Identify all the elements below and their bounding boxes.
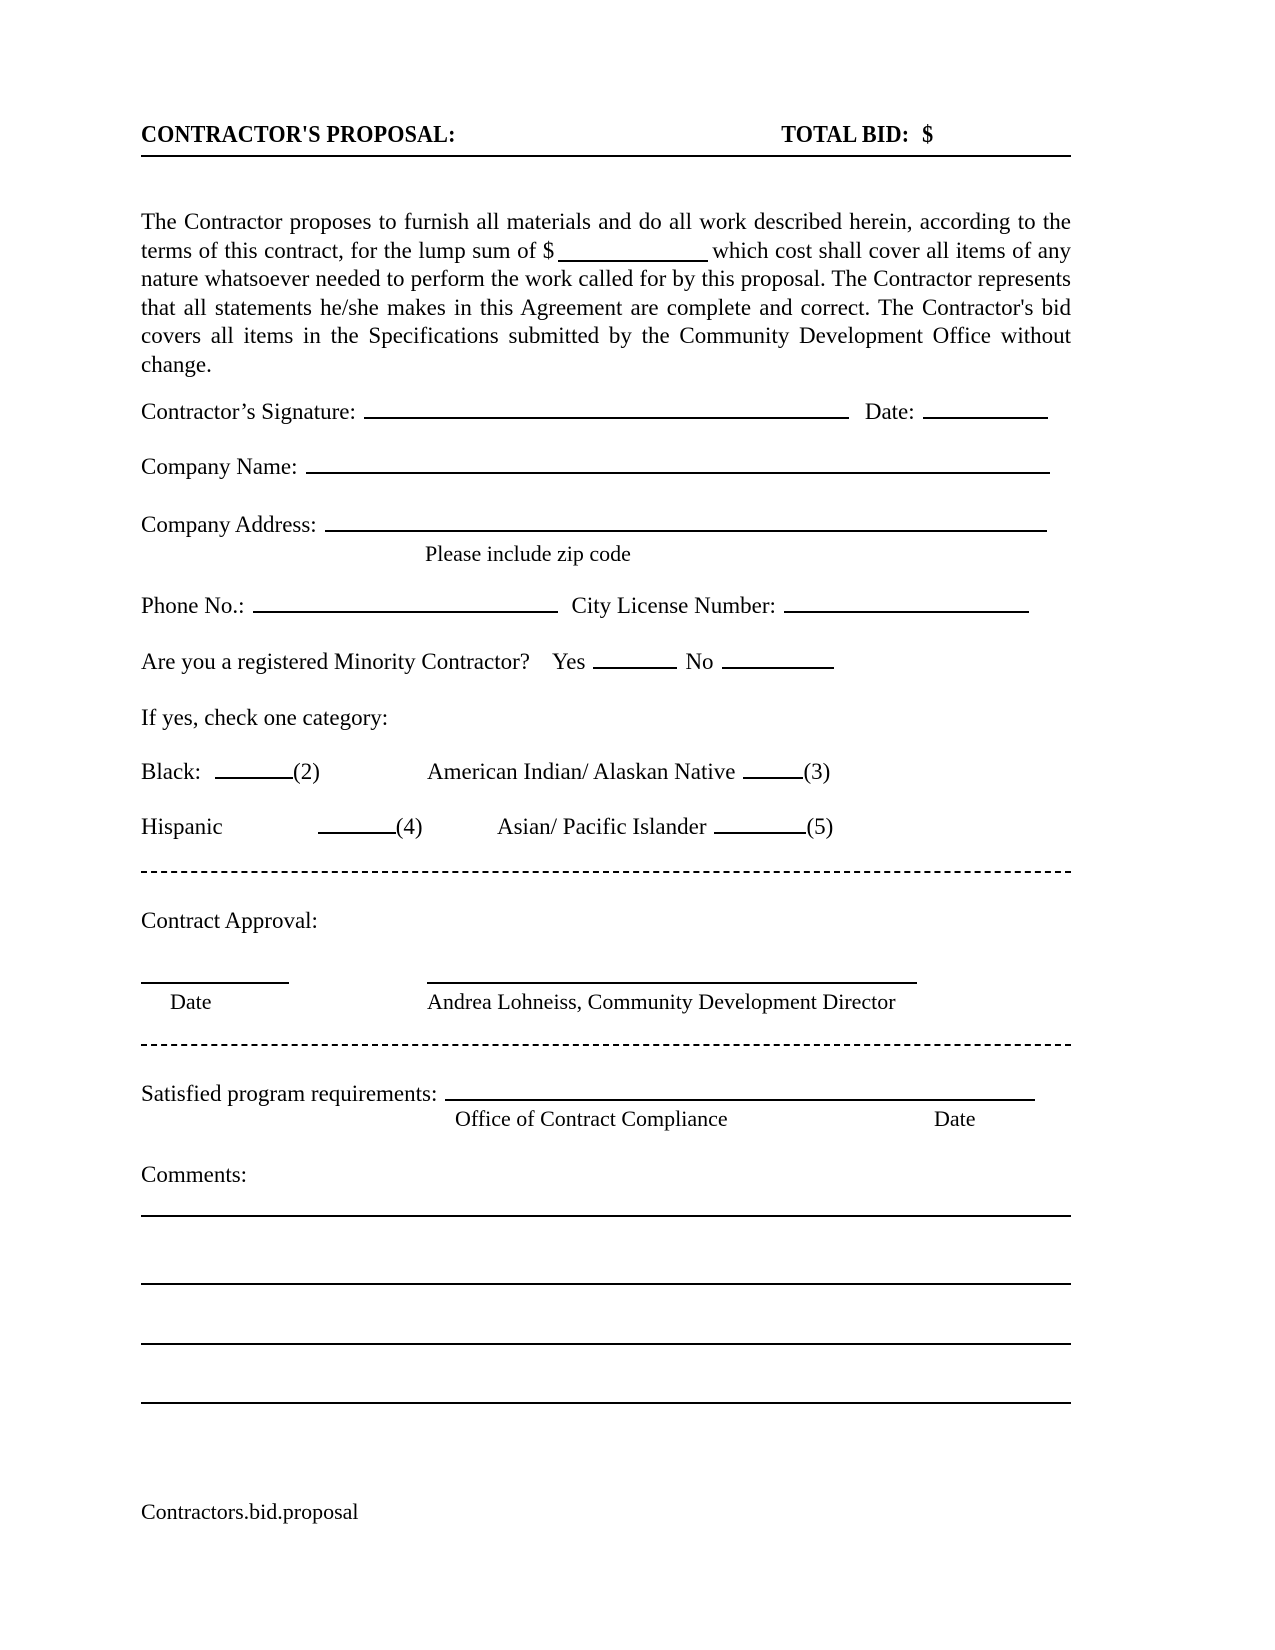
category-code-hispanic: (4) — [395, 814, 423, 839]
category-label-hispanic: Hispanic — [141, 814, 223, 839]
contractor-signature-label: Contractor’s Signature: — [141, 399, 356, 424]
company-address-label: Company Address: — [141, 512, 317, 537]
category-code-asian: (5) — [806, 814, 834, 839]
category-label-asian: Asian/ Pacific Islander — [497, 814, 707, 839]
minority-yes-input[interactable] — [593, 667, 677, 669]
zip-code-hint: Please include zip code — [425, 541, 631, 566]
category-input-hispanic[interactable] — [318, 832, 396, 834]
approval-date-caption: Date — [170, 989, 212, 1014]
intro-text-part2: which cost shall cover all items of any nature whatsoever needed to perform the work called for by this proposal. The Contractor represents that all statements he/she makes in this Agreement are complete and correct. The Contractor's bid covers all items in the Specifications submitted by the Community Development Office without change. — [141, 237, 1071, 377]
compliance-date-caption: Date — [934, 1106, 976, 1131]
category-input-american-indian[interactable] — [743, 777, 803, 779]
category-input-black[interactable] — [215, 777, 293, 779]
satisfied-requirements-label: Satisfied program requirements: — [141, 1081, 438, 1106]
minority-contractor-row — [141, 648, 834, 676]
satisfied-requirements-row — [141, 1080, 1035, 1108]
category-row-asian — [497, 813, 833, 841]
company-name-row — [141, 453, 1050, 481]
minority-no-label: No — [685, 649, 714, 674]
director-signature-input[interactable] — [427, 982, 917, 984]
section-divider-top — [141, 871, 1071, 873]
director-caption: Andrea Lohneiss, Community Development Director — [427, 989, 896, 1014]
category-row-black — [141, 758, 320, 786]
document-header — [141, 122, 1071, 157]
category-row-american-indian — [427, 758, 830, 786]
city-license-input[interactable] — [784, 611, 1029, 613]
phone-label: Phone No.: — [141, 593, 245, 618]
comments-heading-row — [141, 1161, 247, 1189]
company-name-label: Company Name: — [141, 454, 298, 479]
intro-text-part1: The Contractor proposes to furnish all materials and do all work described herein, according to the terms of this contract, for the lump sum of $ — [141, 209, 1071, 263]
category-input-asian[interactable] — [714, 832, 806, 834]
minority-yes-label: Yes — [551, 649, 586, 674]
category-instruction — [141, 704, 388, 732]
total-bid-currency: $ — [921, 122, 933, 148]
category-row-hispanic — [141, 813, 423, 841]
contract-approval-heading-row — [141, 907, 318, 935]
footer-file-reference: Contractors.bid.proposal — [141, 1499, 359, 1524]
contract-approval-heading: Contract Approval: — [141, 908, 318, 933]
satisfied-requirements-input[interactable] — [445, 1099, 1035, 1101]
company-name-input[interactable] — [306, 472, 1050, 474]
office-compliance-caption: Office of Contract Compliance — [455, 1106, 728, 1131]
company-address-row — [141, 511, 1047, 539]
total-bid-field — [781, 122, 1071, 149]
signature-date-label: Date: — [864, 399, 915, 424]
comment-line[interactable] — [141, 1402, 1071, 1404]
category-label-black: Black: — [141, 759, 202, 784]
minority-no-input[interactable] — [722, 667, 834, 669]
proposal-intro-paragraph — [141, 208, 1071, 379]
comments-label: Comments: — [141, 1162, 248, 1187]
contractor-signature-row — [141, 398, 1048, 426]
category-label-american-indian: American Indian/ Alaskan Native — [427, 759, 736, 784]
comment-line[interactable] — [141, 1283, 1071, 1285]
company-address-input[interactable] — [325, 530, 1047, 532]
phone-license-row — [141, 592, 1029, 620]
phone-input[interactable] — [253, 611, 558, 613]
section-divider-bottom — [141, 1044, 1071, 1046]
city-license-label: City License Number: — [571, 593, 776, 618]
category-code-american-indian: (3) — [803, 759, 831, 784]
comment-line[interactable] — [141, 1343, 1071, 1345]
signature-date-input[interactable] — [923, 417, 1048, 419]
category-code-black: (2) — [293, 759, 320, 784]
minority-question-label: Are you a registered Minority Contractor? — [141, 649, 530, 674]
page-title: CONTRACTOR'S PROPOSAL: — [141, 122, 456, 148]
comment-line[interactable] — [141, 1215, 1071, 1217]
approval-date-input[interactable] — [141, 982, 289, 984]
category-instruction-label: If yes, check one category: — [141, 705, 389, 730]
contractor-signature-input[interactable] — [364, 417, 849, 419]
total-bid-label: TOTAL BID: — [780, 122, 909, 148]
lump-sum-blank[interactable] — [558, 260, 708, 262]
